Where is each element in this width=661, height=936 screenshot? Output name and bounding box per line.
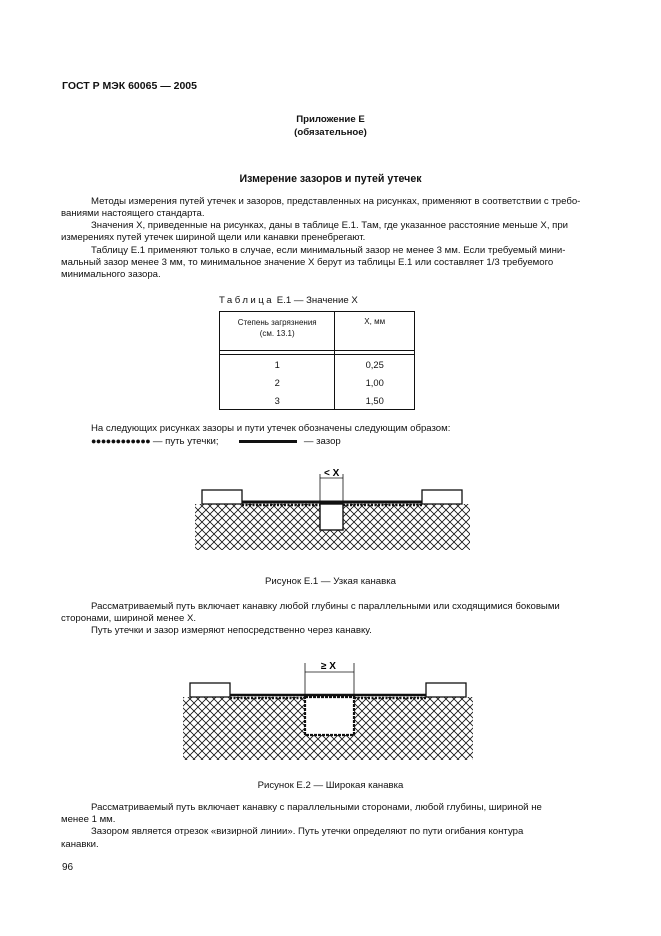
table-row [220,391,415,410]
appendix-title: Приложение Е [296,114,365,125]
paragraph-line: сторонами, шириной менее X. [61,613,197,625]
table-row [220,373,415,391]
legend [91,436,341,447]
table-header-line: Степень загрязнения [237,318,317,327]
conductor-right [422,490,462,504]
table-caption [219,295,358,306]
figure-2-caption: Рисунок Е.2 — Широкая канавка [257,780,404,791]
paragraph-2 [61,220,598,244]
paragraph-line: мальный зазор менее 3 мм, то минимальное значение X берут из таблицы Е.1 или составляет 1/3 требуемого [61,257,554,269]
table-cell: 1,50 [335,391,415,410]
creepage-label: — путь утечки; [152,436,219,447]
table-caption-label: Таблица [219,295,275,306]
figure-wide-groove [178,655,478,765]
figure-1-text [61,601,598,638]
figure-narrow-groove [190,462,475,557]
appendix-status: (обязательное) [294,127,367,138]
page-number: 96 [62,862,74,873]
document-header: ГОСТ Р МЭК 60065 — 2005 [62,80,197,92]
conductor-left [202,490,242,504]
table-cell: 3 [220,391,335,410]
paragraph-line: Значения X, приведенные на рисунках, даны в таблице Е.1. Там, где указанное расстояние меньше X, при [91,220,569,231]
wide-groove [305,697,354,735]
clearance-label: — зазор [303,436,341,447]
paragraph-line: ваниями настоящего стандарта. [61,208,205,220]
table-header-line: (см. 13.1) [259,329,295,338]
table-row [220,355,415,374]
creepage-dots-sample: ●●●●●●●●●●●● [91,436,151,446]
conductor-left [190,683,230,697]
paragraph-line: Путь утечки и зазор измеряют непосредственно через канавку. [91,625,372,637]
paragraph-line: Таблицу Е.1 применяют только в случае, если минимальный зазор не менее 3 мм. Если требуемый мини- [91,245,566,256]
dimension-label: ≥ X [321,661,336,672]
legend-intro: На следующих рисунках зазоры и пути утечек обозначены следующим образом: [91,423,451,434]
clearance-line-sample [239,440,297,443]
paragraph-line: Рассматриваемый путь включает канавку любой глубины с параллельными или сходящимися боковыми [91,601,560,612]
dimension-label: < X [324,468,340,479]
table-cell: 2 [220,373,335,391]
figure-2-text [61,802,598,851]
values-table [219,311,415,410]
table-cell: 1 [220,355,335,374]
paragraph-line: Методы измерения путей утечек и зазоров, представленных на рисунках, применяют в соответствии с требо- [91,196,581,207]
paragraph-line: Зазором является отрезок «визирной линии». Путь утечки определяют по пути огибания контура [91,826,524,838]
paragraph-1 [61,196,598,220]
section-title: Измерение зазоров и путей утечек [239,173,422,185]
paragraph-line: минимального зазора. [61,269,161,281]
table-caption-text: Е.1 — Значение X [276,295,358,306]
figure-1-caption: Рисунок Е.1 — Узкая канавка [265,576,396,587]
table-header-x: X, мм [335,312,415,351]
paragraph-line: менее 1 мм. [61,814,116,826]
conductor-right [426,683,466,697]
table-cell: 1,00 [335,373,415,391]
paragraph-line: измерениях путей утечек шириной щели или канавки пренебрегают. [61,232,366,244]
paragraph-3 [61,245,598,282]
table-header-pollution [220,312,335,351]
paragraph-line: канавки. [61,838,99,850]
paragraph-line: Рассматриваемый путь включает канавку с параллельными сторонами, любой глубины, шириной не [91,802,542,813]
narrow-groove [320,504,343,530]
table-cell: 0,25 [335,355,415,374]
